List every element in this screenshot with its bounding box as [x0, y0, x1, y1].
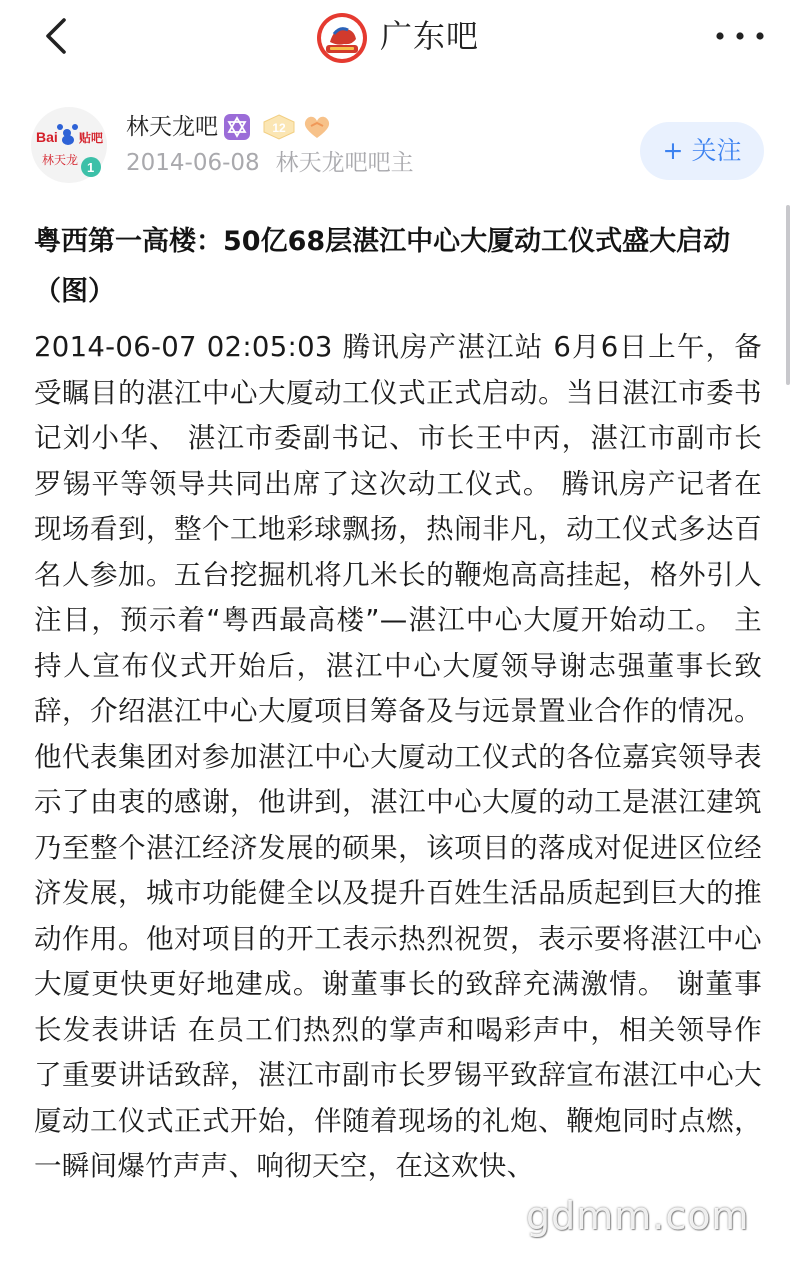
post-meta	[126, 148, 414, 178]
svg-text:Bai: Bai	[36, 129, 58, 145]
author-role: 林天龙吧吧主	[275, 150, 414, 176]
svg-text:1: 1	[87, 160, 95, 175]
scrollbar[interactable]	[786, 205, 790, 385]
post-author-row	[0, 100, 796, 200]
forum-title[interactable]: 广东吧	[380, 17, 480, 55]
site-watermark: gdmm.com	[526, 1194, 750, 1238]
forum-logo-icon[interactable]	[316, 12, 368, 64]
post-body: 2014-06-07 02:05:03 腾讯房产湛江站 6月6日上午，备受瞩目的湛江中心大厦动工仪式正式启动。当日湛江市委书记刘小华、 湛江市委副书记、市长王中丙，湛江市副市长罗锡平等领导共同出席了这次动工仪式。 腾讯房产记者在现场看到，整个工地彩球飘扬，热闹非凡，动工仪式多达百名人参加。五台挖掘机将几米长的鞭炮高高挂起，格外引人注目，预示着“粤西最高楼”—湛江中心大厦开始动工。 主持人宣布仪式开始后，湛江中心大厦领导谢志强董事长致辞，介绍湛江中心大厦项目筹备及与远景置业合作的情况。他代表集团对参加湛江中心大厦动工仪式的各位嘉宾领导表示了由衷的感谢，他讲到，湛江中心大厦的动工是湛江建筑乃至整个湛江经济发展的硕果，该项目的落成对促进区位经济发展，城市功能健全以及提升百姓生活品质起到巨大的推动作用。他对项目的开工表示热烈祝贺，表示要将湛江中心大厦更快更好地建成。谢董事长的致辞充满激情。 谢董事长发表讲话 在员工们热烈的掌声和喝彩声中，相关领导作了重要讲话致辞，湛江市副市长罗锡平致辞宣布湛江中心大厦动工仪式正式开始，伴随着现场的礼炮、鞭炮同时点燃，一瞬间爆竹声声、响彻天空，在这欢快、	[34, 331, 762, 1182]
avatar[interactable]	[30, 106, 108, 184]
avatar-label: 林天龙	[42, 153, 79, 167]
follow-button[interactable]: + 关注	[640, 122, 764, 180]
post-date: 2014-06-08	[126, 150, 260, 176]
star-badge-icon	[224, 114, 250, 140]
level-badge-icon	[262, 114, 296, 140]
level-badge-value: 12	[272, 121, 286, 135]
more-ellipsis-icon[interactable]	[712, 26, 768, 46]
author-name[interactable]: 林天龙吧	[126, 114, 218, 140]
post-title: 粤西第一高楼：50亿68层湛江中心大厦动工仪式盛大启动（图）	[34, 226, 731, 307]
svg-text:贴吧: 贴吧	[79, 131, 104, 145]
heart-badge-icon	[302, 114, 332, 140]
top-nav-bar	[0, 0, 796, 76]
chevron-left-icon[interactable]	[38, 16, 78, 56]
